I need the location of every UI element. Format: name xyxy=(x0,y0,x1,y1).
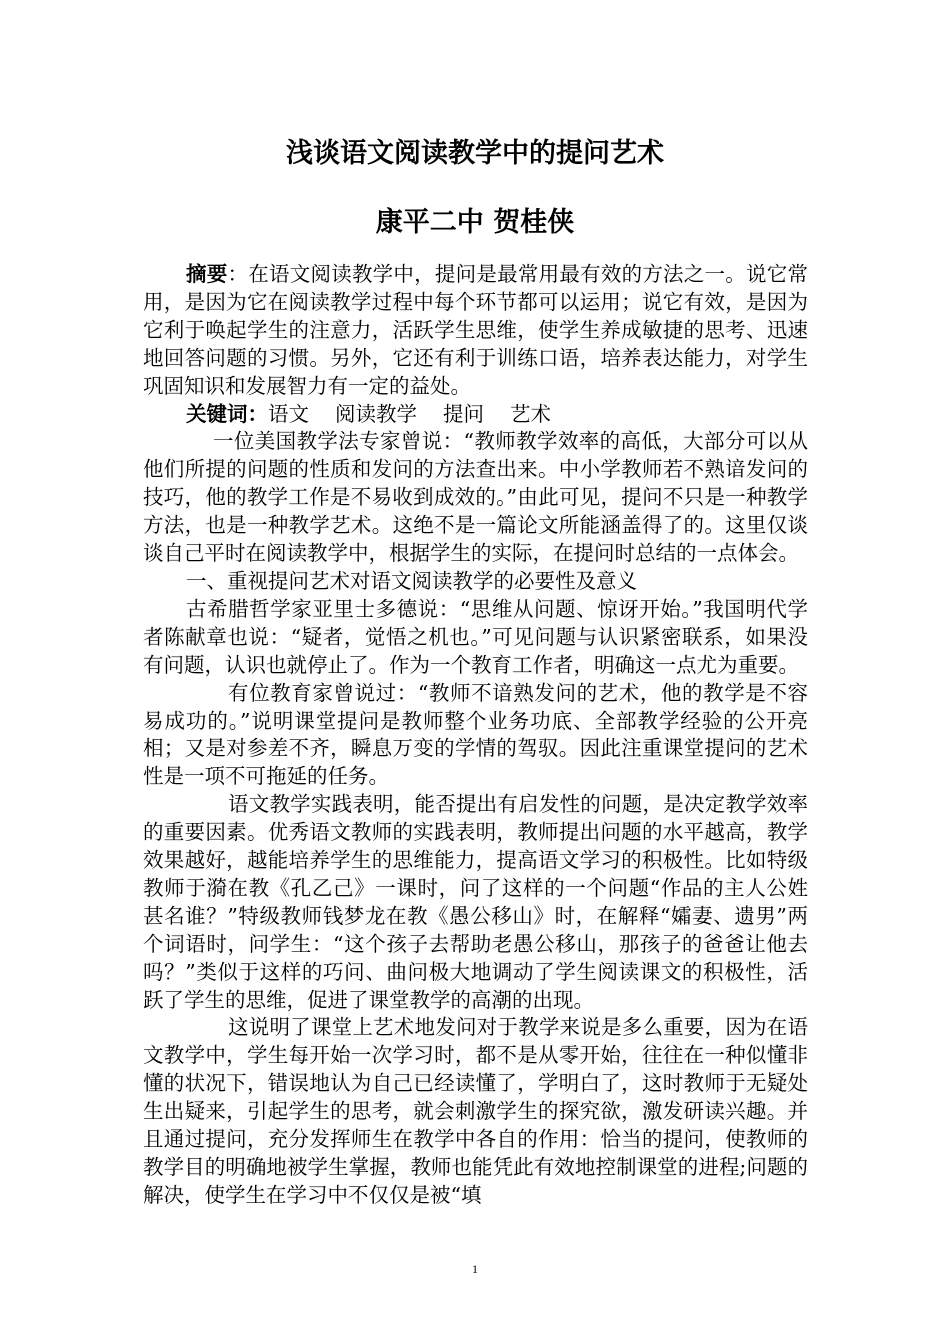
page-number: 1 xyxy=(472,1262,478,1276)
keyword: 阅读教学 xyxy=(335,401,417,426)
body-paragraph: 语文教学实践表明，能否提出有启发性的问题，是决定教学效率的重要因素。优秀语文教师的实践表明，教师提出问题的水平越高，教学效果越好，越能培养学生的思维能力，提高语文学习的积极性。比如特级教师于漪在教《孔乙己》一课时，问了这样的一个问题“作品的主人公姓甚名谁？”特级教师钱梦龙在教《愚公移山》时，在解释“孀妻、遗男”两个词语时，问学生：“这个孩子去帮助老愚公移山，那孩子的爸爸让他去吗？”类似于这样的巧问、曲问极大地调动了学生阅读课文的积极性，活跃了学生的思维，促进了课堂教学的高潮的出现。 xyxy=(143,792,808,1012)
abstract-paragraph xyxy=(143,261,808,401)
abstract-colon: ： xyxy=(227,262,249,286)
document-title: 浅谈语文阅读教学中的提问艺术 xyxy=(286,138,664,169)
keyword: 艺术 xyxy=(510,401,551,426)
body-paragraph: 这说明了课堂上艺术地发问对于教学来说是多么重要，因为在语文教学中，学生每开始一次学习时，都不是从零开始，往往在一种似懂非懂的状况下，错误地认为自己已经读懂了，学明白了，这时教师于无疑处生出疑来，引起学生的思考，就会刺激学生的探究欲，激发研读兴趣。并且通过提问，充分发挥师生在教学中各自的作用：恰当的提问，使教师的教学目的明确地被学生掌握，教师也能凭此有效地控制课堂的进程;问题的解决，使学生在学习中不仅仅是被“填 xyxy=(143,1015,808,1207)
body-paragraph: 一位美国教学法专家曾说：“教师教学效率的高低，大部分可以从他们所提的问题的性质和发问的方法查出来。中小学教师若不熟谙发问的技巧，他的教学工作是不易收到成效的。”由此可见，提问不只是一种教学方法，也是一种教学艺术。这绝不是一篇论文所能涵盖得了的。这里仅谈谈自己平时在阅读教学中，根据学生的实际，在提问时总结的一点体会。 xyxy=(143,429,808,566)
keywords-row xyxy=(143,401,808,429)
keyword: 提问 xyxy=(443,401,484,426)
document-author: 康平二中 贺桂侠 xyxy=(375,207,575,238)
body-paragraph: 有位教育家曾说过：“教师不谙熟发问的艺术，他的教学是不容易成功的。”说明课堂提问是教师整个业务功底、全部教学经验的公开亮相；又是对参差不齐，瞬息万变的学情的驾驭。因此注重课堂提问的艺术性是一项不可拖延的任务。 xyxy=(143,680,808,789)
keywords-label: 关键词： xyxy=(186,401,268,426)
abstract-text: 在语文阅读教学中，提问是最常用最有效的方法之一。说它常用，是因为它在阅读教学过程中每个环节都可以运用；说它有效，是因为它利于唤起学生的注意力，活跃学生思维，使学生养成敏捷的思考、迅速地回答问题的习惯。另外，它还有利于训练口语，培养表达能力，对学生巩固知识和发展智力有一定的益处。 xyxy=(143,262,809,398)
abstract-label: 摘要 xyxy=(186,262,228,286)
document-body xyxy=(143,261,808,1210)
section-heading: 一、重视提问艺术对语文阅读教学的必要性及意义 xyxy=(186,568,637,593)
keyword: 语文 xyxy=(268,401,309,426)
body-paragraph: 古希腊哲学家亚里士多德说：“思维从问题、惊讶开始。”我国明代学者陈献章也说：“疑者，觉悟之机也。”可见问题与认识紧密联系，如果没有问题，认识也就停止了。作为一个教育工作者，明确这一点尤为重要。 xyxy=(143,596,808,677)
